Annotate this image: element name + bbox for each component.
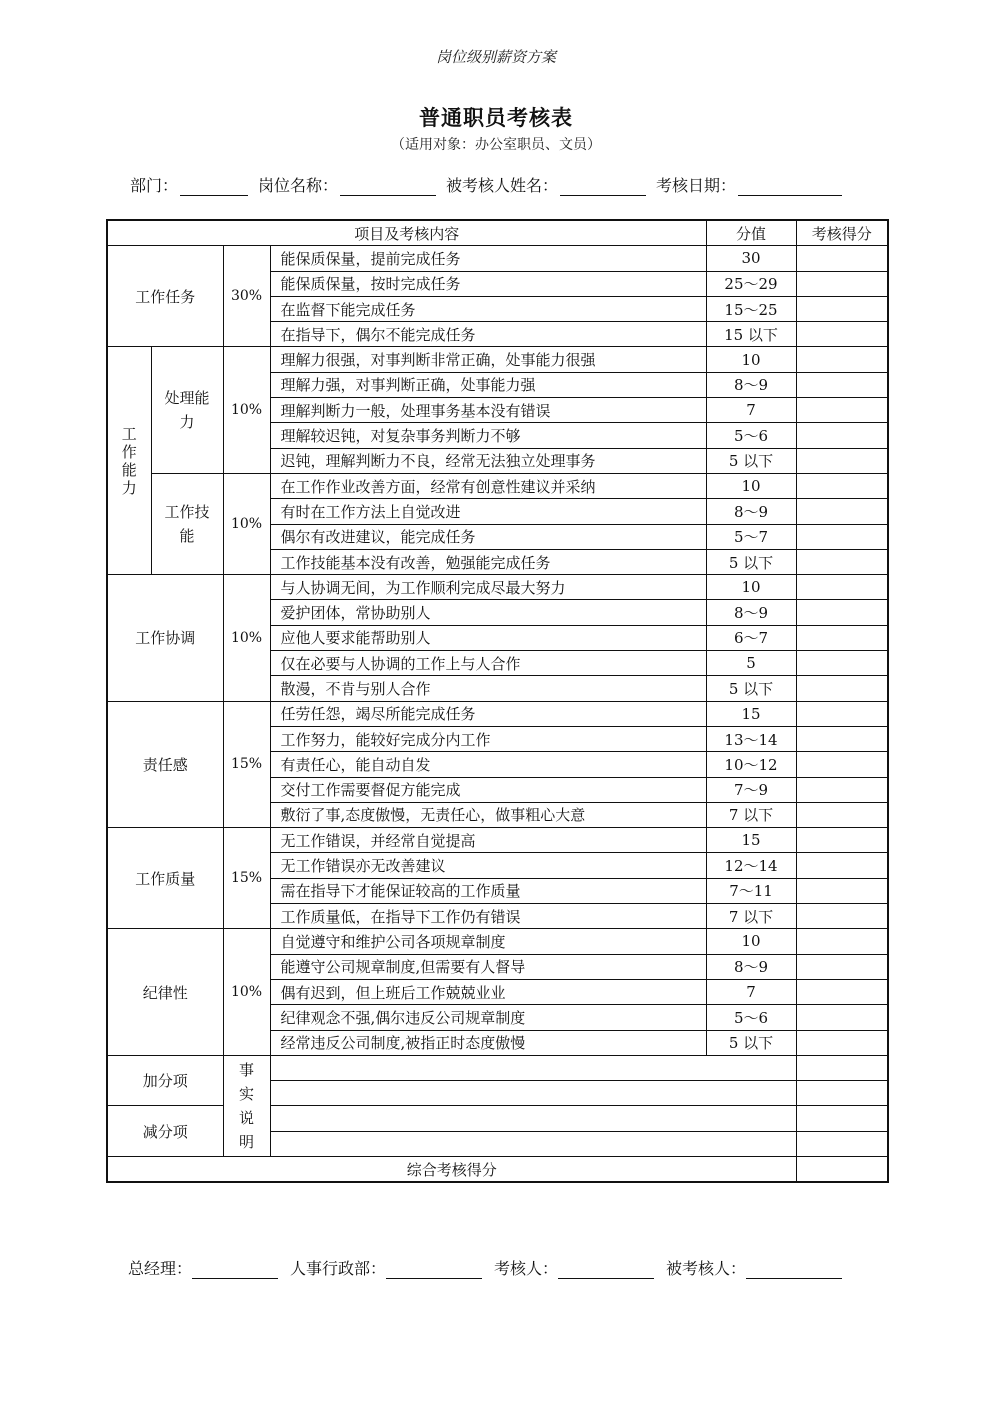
score-input-cell[interactable] [796, 448, 888, 473]
score-input-cell[interactable] [796, 1030, 888, 1055]
table-row [107, 701, 888, 726]
category-task: 工作任务 [107, 246, 223, 347]
fact-input-cell[interactable] [270, 1106, 796, 1131]
score-input-cell[interactable] [796, 904, 888, 929]
header-score: 分值 [706, 220, 796, 246]
score-input-cell[interactable] [796, 853, 888, 878]
weight-responsibility: 15% [223, 701, 270, 827]
score-input-cell[interactable] [796, 1055, 888, 1080]
form-title: 普通职员考核表 [419, 105, 573, 130]
weight-coordination: 10% [223, 575, 270, 701]
table-row [107, 246, 888, 271]
score-input-cell[interactable] [796, 651, 888, 676]
criterion-score: 5～6 [706, 1005, 796, 1030]
criterion-score: 15 [706, 828, 796, 853]
category-quality: 工作质量 [107, 828, 223, 929]
fact-input-cell[interactable] [270, 1081, 796, 1106]
criterion-score: 7 以下 [706, 802, 796, 827]
criterion-score: 15～25 [706, 296, 796, 321]
header-result: 考核得分 [796, 220, 888, 246]
criterion-score: 10 [706, 575, 796, 600]
criterion-score: 15 以下 [706, 322, 796, 347]
criterion-text: 应他人要求能帮助别人 [270, 625, 706, 650]
hr-label: 人事行政部： [290, 1259, 387, 1278]
assessment-table [106, 219, 889, 1183]
criterion-text: 能保质保量，提前完成任务 [270, 246, 706, 271]
criterion-score: 5～6 [706, 423, 796, 448]
score-input-cell[interactable] [796, 954, 888, 979]
document-header: 岗位级别薪资方案 [435, 48, 556, 66]
score-input-cell[interactable] [796, 271, 888, 296]
score-input-cell[interactable] [796, 398, 888, 423]
employee-name-label: 被考核人姓名： [446, 176, 559, 195]
criterion-score: 5 以下 [706, 448, 796, 473]
score-input-cell[interactable] [796, 372, 888, 397]
criterion-score: 8～9 [706, 372, 796, 397]
criterion-score: 13～14 [706, 726, 796, 751]
score-input-cell[interactable] [796, 828, 888, 853]
assessee-label: 被考核人： [666, 1259, 747, 1278]
criterion-text: 在工作作业改善方面，经常有创意性建议并采纳 [270, 473, 706, 498]
criterion-text: 经常违反公司制度,被指正时态度傲慢 [270, 1030, 706, 1055]
score-input-cell[interactable] [796, 929, 888, 954]
score-input-cell[interactable] [796, 625, 888, 650]
criterion-score: 10 [706, 473, 796, 498]
criterion-score: 8～9 [706, 499, 796, 524]
criterion-text: 在指导下，偶尔不能完成任务 [270, 322, 706, 347]
deduction-label: 减分项 [107, 1106, 223, 1157]
criterion-text: 需在指导下才能保证较高的工作质量 [270, 878, 706, 903]
table-row [107, 347, 888, 372]
score-input-cell[interactable] [796, 423, 888, 448]
hr-signature-field[interactable] [386, 1260, 482, 1279]
criterion-score: 10 [706, 347, 796, 372]
score-input-cell[interactable] [796, 752, 888, 777]
category-responsibility: 责任感 [107, 701, 223, 827]
criterion-text: 偶尔有改进建议，能完成任务 [270, 524, 706, 549]
score-input-cell[interactable] [796, 575, 888, 600]
criterion-text: 理解力强，对事判断正确，处事能力强 [270, 372, 706, 397]
fact-input-cell[interactable] [270, 1131, 796, 1156]
criterion-text: 自觉遵守和维护公司各项规章制度 [270, 929, 706, 954]
signature-line [128, 1256, 868, 1279]
criterion-score: 7 [706, 398, 796, 423]
score-input-cell[interactable] [796, 676, 888, 701]
score-input-cell[interactable] [796, 878, 888, 903]
fact-input-cell[interactable] [270, 1055, 796, 1080]
criterion-text: 理解较迟钝，对复杂事务判断力不够 [270, 423, 706, 448]
gm-label: 总经理： [128, 1259, 193, 1278]
weight-task: 30% [223, 246, 270, 347]
score-input-cell[interactable] [796, 701, 888, 726]
score-input-cell[interactable] [796, 979, 888, 1004]
criterion-score: 6～7 [706, 625, 796, 650]
assessor-label: 考核人： [494, 1259, 559, 1278]
date-label: 考核日期： [656, 176, 737, 195]
subcategory-handling: 处理能力 [151, 347, 223, 473]
table-row [107, 929, 888, 954]
criterion-score: 10～12 [706, 752, 796, 777]
criterion-text: 工作努力，能较好完成分内工作 [270, 726, 706, 751]
employee-name-field[interactable] [560, 177, 646, 196]
criterion-text: 无工作错误，并经常自觉提高 [270, 828, 706, 853]
criterion-text: 迟钝，理解判断力不良，经常无法独立处理事务 [270, 448, 706, 473]
criterion-score: 5 以下 [706, 549, 796, 574]
score-input-cell[interactable] [796, 322, 888, 347]
subcategory-skill: 工作技能 [151, 473, 223, 574]
table-header-row [107, 220, 888, 246]
weight-handling: 10% [223, 347, 270, 473]
criterion-score: 5～7 [706, 524, 796, 549]
criterion-text: 能保质保量，按时完成任务 [270, 271, 706, 296]
category-ability: 工作能力 [107, 347, 151, 575]
criterion-score: 15 [706, 701, 796, 726]
score-input-cell[interactable] [796, 524, 888, 549]
criterion-text: 理解判断力一般，处理事务基本没有错误 [270, 398, 706, 423]
table-row [107, 828, 888, 853]
criterion-score: 8～9 [706, 600, 796, 625]
criterion-text: 工作质量低，在指导下工作仍有错误 [270, 904, 706, 929]
weight-discipline: 10% [223, 929, 270, 1055]
total-label: 综合考核得分 [107, 1156, 796, 1182]
criterion-text: 纪律观念不强,偶尔违反公司规章制度 [270, 1005, 706, 1030]
weight-skill: 10% [223, 473, 270, 574]
header-content: 项目及考核内容 [107, 220, 706, 246]
score-input-cell[interactable] [796, 777, 888, 802]
department-field[interactable] [180, 177, 248, 196]
assessor-signature-field[interactable] [558, 1260, 654, 1279]
score-input-cell[interactable] [796, 1131, 888, 1156]
criterion-text: 无工作错误亦无改善建议 [270, 853, 706, 878]
criterion-text: 仅在必要与人协调的工作上与人合作 [270, 651, 706, 676]
bonus-label: 加分项 [107, 1055, 223, 1106]
total-score-cell[interactable] [796, 1156, 888, 1182]
score-input-cell[interactable] [796, 473, 888, 498]
score-input-cell[interactable] [796, 347, 888, 372]
department-label: 部门： [130, 176, 179, 195]
facts-label: 事实说明 [223, 1055, 270, 1156]
score-input-cell[interactable] [796, 1081, 888, 1106]
criterion-text: 有时在工作方法上自觉改进 [270, 499, 706, 524]
gm-signature-field[interactable] [192, 1260, 278, 1279]
score-input-cell[interactable] [796, 296, 888, 321]
criterion-score: 5 [706, 651, 796, 676]
date-field[interactable] [738, 177, 842, 196]
score-input-cell[interactable] [796, 549, 888, 574]
criterion-score: 5 以下 [706, 676, 796, 701]
criterion-text: 能遵守公司规章制度,但需要有人督导 [270, 954, 706, 979]
criterion-text: 爱护团体，常协助别人 [270, 600, 706, 625]
criterion-score: 5 以下 [706, 1030, 796, 1055]
score-input-cell[interactable] [796, 802, 888, 827]
category-discipline: 纪律性 [107, 929, 223, 1055]
criterion-text: 交付工作需要督促方能完成 [270, 777, 706, 802]
form-subtitle: （适用对象：办公室职员、文员） [391, 137, 601, 153]
criterion-score: 12～14 [706, 853, 796, 878]
table-row [107, 473, 888, 498]
criterion-score: 10 [706, 929, 796, 954]
score-input-cell[interactable] [796, 246, 888, 271]
score-input-cell[interactable] [796, 1106, 888, 1131]
criterion-score: 8～9 [706, 954, 796, 979]
position-label: 岗位名称： [258, 176, 339, 195]
criterion-score: 25～29 [706, 271, 796, 296]
criterion-text: 与人协调无间，为工作顺利完成尽最大努力 [270, 575, 706, 600]
category-coordination: 工作协调 [107, 575, 223, 701]
table-row [107, 575, 888, 600]
info-line [130, 173, 870, 196]
total-row [107, 1156, 888, 1182]
criterion-text: 任劳任怨，竭尽所能完成任务 [270, 701, 706, 726]
weight-quality: 15% [223, 828, 270, 929]
criterion-text: 理解力很强，对事判断非常正确，处事能力很强 [270, 347, 706, 372]
criterion-text: 散漫，不肯与别人合作 [270, 676, 706, 701]
score-input-cell[interactable] [796, 600, 888, 625]
criterion-text: 偶有迟到，但上班后工作兢兢业业 [270, 979, 706, 1004]
criterion-score: 7～11 [706, 878, 796, 903]
score-input-cell[interactable] [796, 726, 888, 751]
criterion-text: 有责任心，能自动自发 [270, 752, 706, 777]
criterion-score: 7 [706, 979, 796, 1004]
score-input-cell[interactable] [796, 499, 888, 524]
criterion-text: 工作技能基本没有改善，勉强能完成任务 [270, 549, 706, 574]
criterion-score: 7～9 [706, 777, 796, 802]
criterion-text: 敷衍了事,态度傲慢，无责任心，做事粗心大意 [270, 802, 706, 827]
criterion-text: 在监督下能完成任务 [270, 296, 706, 321]
assessee-signature-field[interactable] [746, 1260, 842, 1279]
criterion-score: 30 [706, 246, 796, 271]
bonus-row [107, 1055, 888, 1080]
score-input-cell[interactable] [796, 1005, 888, 1030]
position-field[interactable] [340, 177, 436, 196]
criterion-score: 7 以下 [706, 904, 796, 929]
